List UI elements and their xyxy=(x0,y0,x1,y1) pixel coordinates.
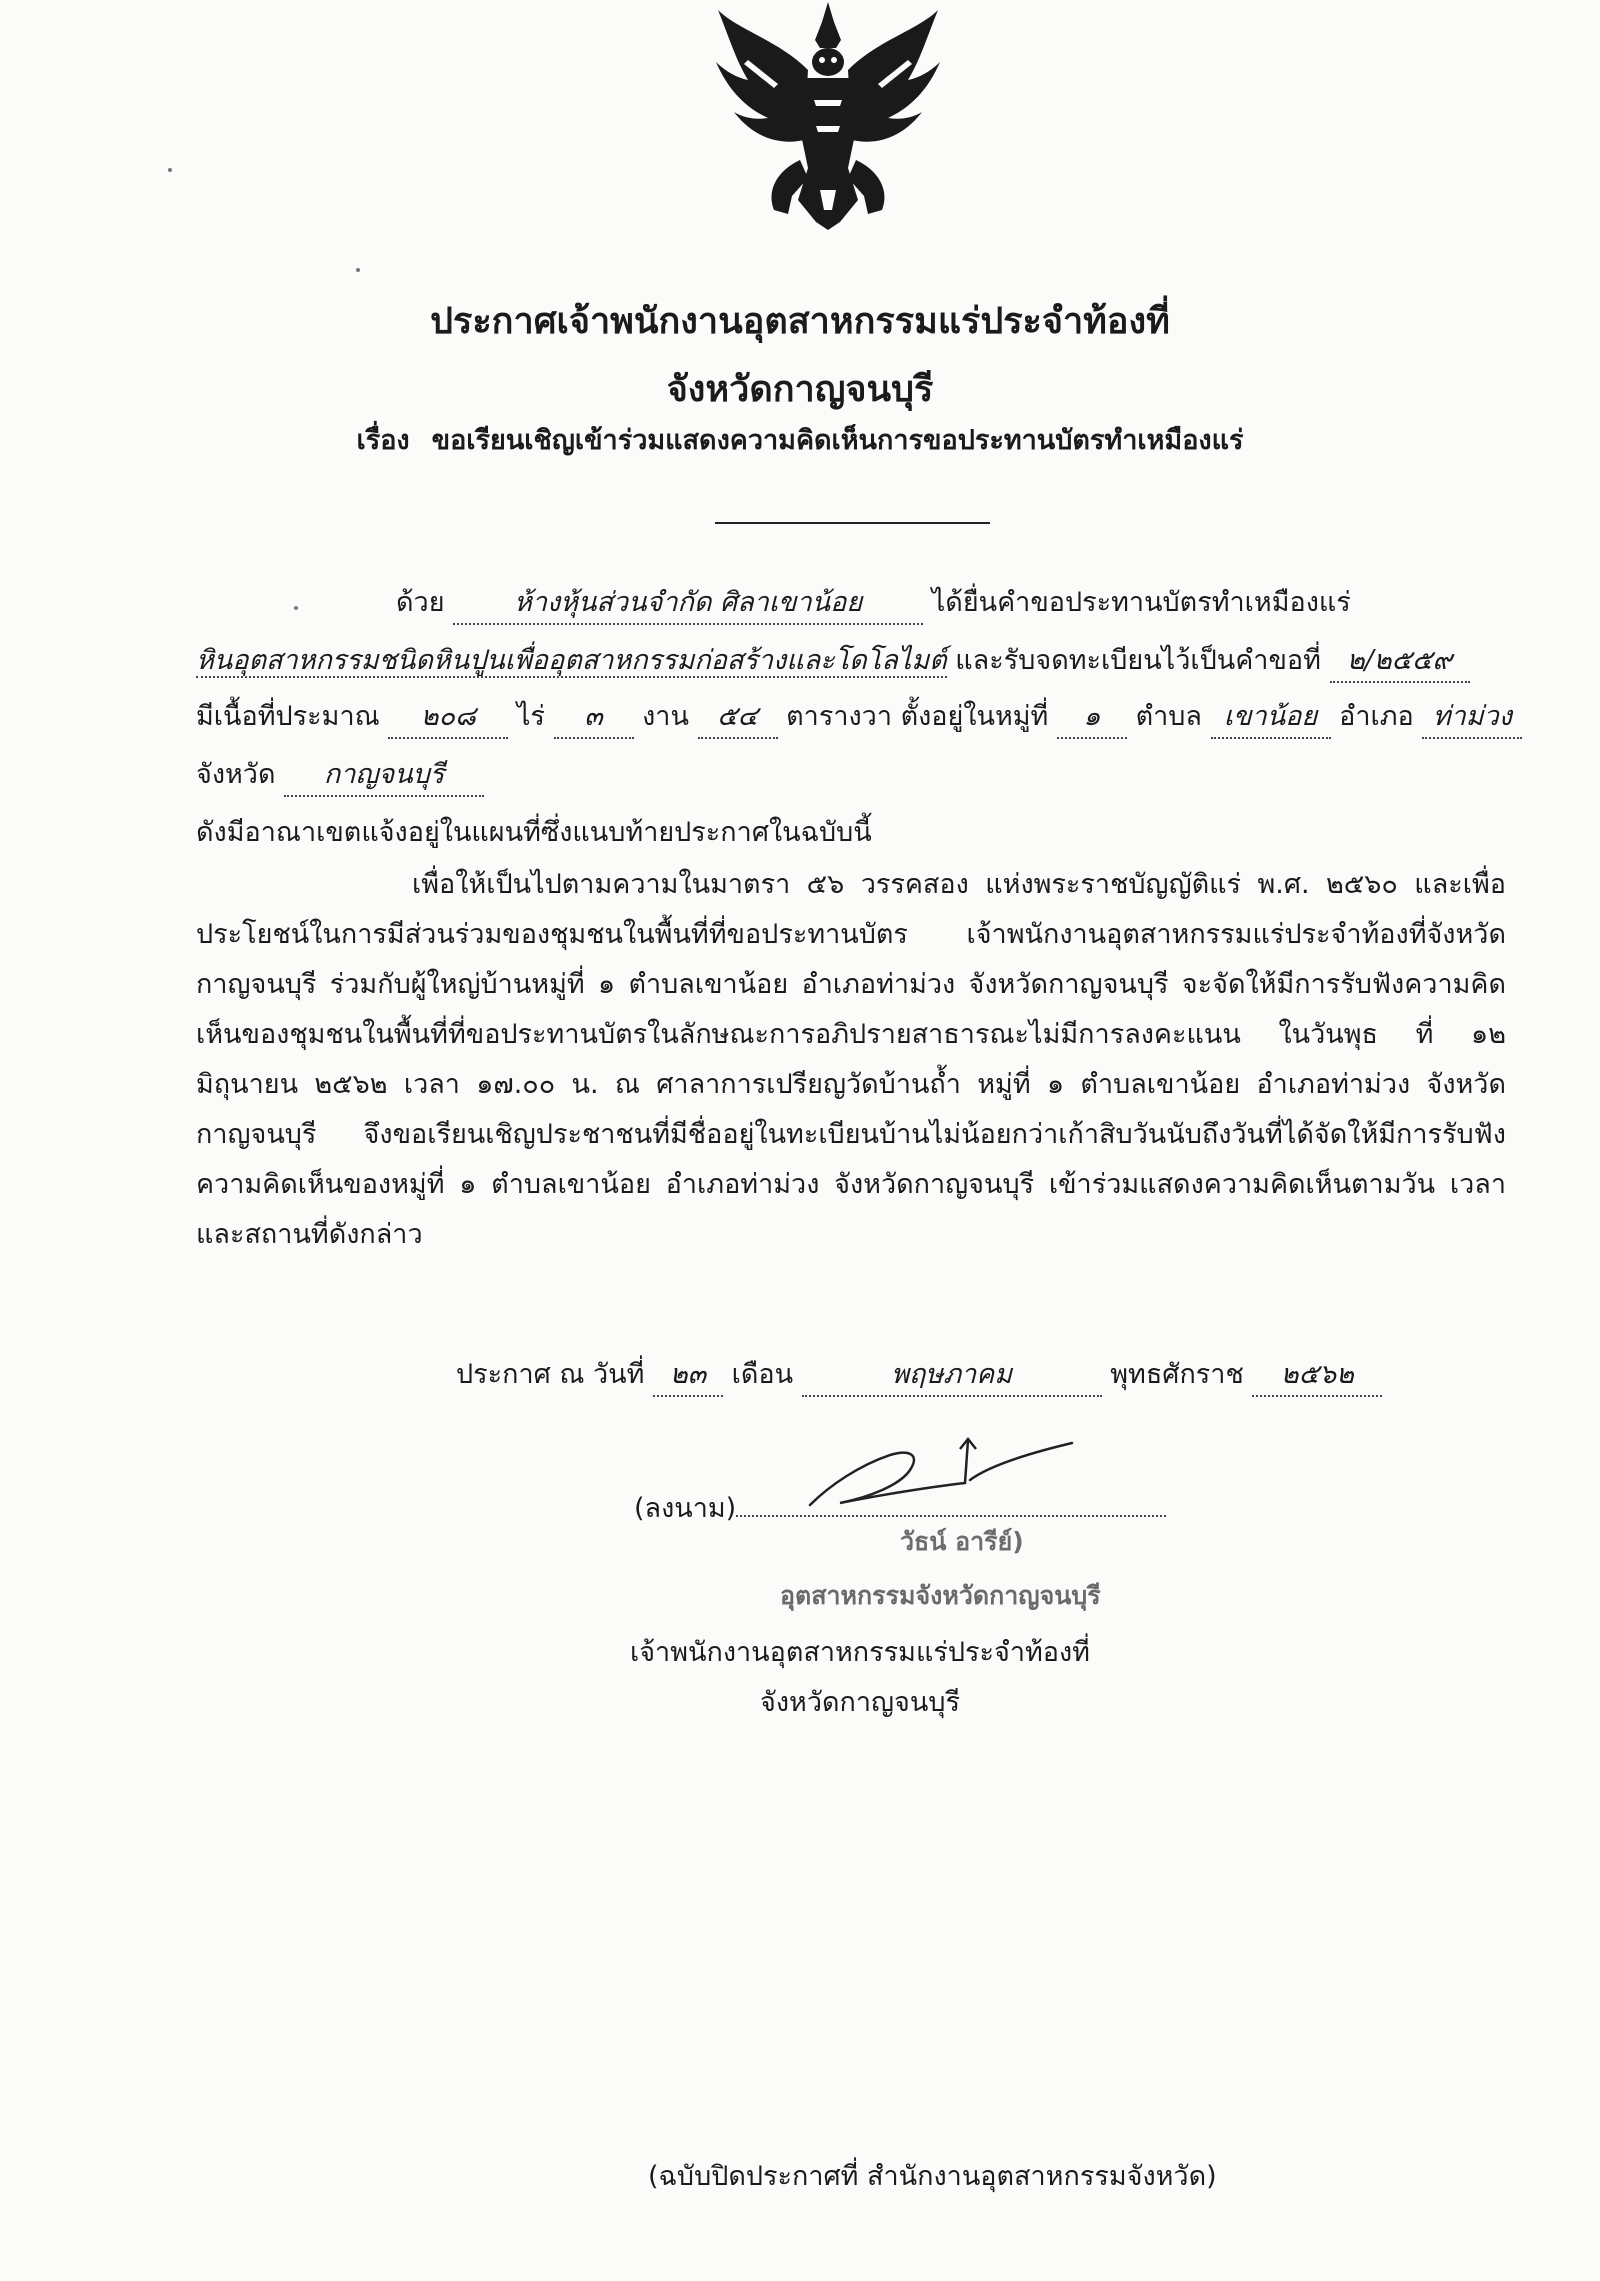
province-field: กาญจนบุรี xyxy=(284,752,484,797)
province-label: จังหวัด xyxy=(196,759,276,790)
rai-label: ไร่ xyxy=(516,701,545,732)
scan-speck xyxy=(356,268,360,272)
ngan-label: งาน xyxy=(642,701,689,732)
body-text: เพื่อให้เป็นไปตามความในมาตรา ๕๖ วรรคสอง แห่งพระราชบัญญัติแร่ พ.ศ. ๒๕๖๐ และเพื่อประโยชน์ในการมีส่วนร่วมของชุมชนในพื้นที่ที่ขอประทานบัตร เจ้าพนักงานอุตสาหกรรมแร่ประจำท้องที่จังหวัดกาญจนบุรี ร่วมกับผู้ใหญ่บ้านหมู่ที่ ๑ ตำบลเขาน้อย อำเภอท่าม่วง จังหวัดกาญจนบุรี จะจัดให้มีการรับฟังความคิดเห็นของชุมชนในพื้นที่ที่ขอประทานบัตรในลักษณะการอภิปรายสาธารณะไม่มีการลงคะแนน ในวันพุธ ที่ ๑๒ มิถุนายน ๒๕๖๒ เวลา ๑๗.๐๐ น. ณ ศาลาการเปรียญวัดบ้านถ้ำ หมู่ที่ ๑ ตำบลเขาน้อย อำเภอท่าม่วง จังหวัดกาญจนบุรี จึงขอเรียนเชิญประชาชนที่มีชื่ออยู่ในทะเบียนบ้านไม่น้อยกว่าเก้าสิบวันนับถึงวันที่ได้จัดให้มีการรับฟังความคิดเห็นของหมู่ที่ ๑ ตำบลเขาน้อย อำเภอท่าม่วง จังหวัดกาญจนบุรี เข้าร่วมแสดงความคิดเห็นตามวัน เวลา และสถานที่ดังกล่าว xyxy=(196,869,1506,1250)
subject-text: ขอเรียนเชิญเข้าร่วมแสดงความคิดเห็นการขอประทานบัตรทำเหมืองแร่ xyxy=(431,425,1244,456)
garuda-emblem-icon xyxy=(708,0,948,235)
title-line-2: จังหวัดกาญจนบุรี xyxy=(666,369,934,410)
footer-note: (ฉบับปิดประกาศที่ สำนักงานอุตสาหกรรมจังหวัด) xyxy=(648,2161,1217,2192)
by-label: ด้วย xyxy=(396,587,445,618)
boundary-line: ดังมีอาณาเขตแจ้งอยู่ในแผนที่ซึ่งแนบท้ายประกาศในฉบับนี้ xyxy=(196,817,872,848)
body-paragraph xyxy=(196,860,1506,1260)
area-label: มีเนื้อที่ประมาณ xyxy=(196,701,380,732)
tambon-label: ตำบล xyxy=(1135,701,1202,732)
year-label: พุทธศักราช xyxy=(1110,1359,1244,1390)
intro-line-3 xyxy=(196,694,1522,739)
filed-text: ได้ยื่นคำขอประทานบัตรทำเหมืองแร่ xyxy=(931,587,1351,618)
located-label: ตารางวา ตั้งอยู่ในหมู่ที่ xyxy=(786,701,1049,732)
position-line-2: จังหวัดกาญจนบุรี xyxy=(760,1687,960,1718)
stamp-name: วัธน์ อารีย์) xyxy=(900,1527,1024,1556)
sign-label: (ลงนาม) xyxy=(634,1493,737,1524)
intro-line-2 xyxy=(196,638,1470,683)
title-line-1: ประกาศเจ้าพนักงานอุตสาหกรรมแร่ประจำท้องที่ xyxy=(430,301,1170,342)
applicant-field: ห้างหุ้นส่วนจำกัด ศิลาเขาน้อย xyxy=(453,580,923,625)
scan-speck xyxy=(168,168,172,172)
intro-line-4 xyxy=(196,752,484,797)
announce-date-line xyxy=(456,1352,1382,1397)
handwritten-signature-icon xyxy=(790,1425,1080,1525)
moo-field: ๑ xyxy=(1057,694,1127,739)
ngan-field: ๓ xyxy=(554,694,634,739)
announce-label: ประกาศ ณ วันที่ xyxy=(456,1359,645,1390)
subject-label: เรื่อง xyxy=(356,425,410,456)
subject-line xyxy=(0,418,1600,461)
month-field: พฤษภาคม xyxy=(802,1352,1102,1397)
request-number-field: ๒/๒๕๕๙ xyxy=(1330,638,1470,683)
title-divider xyxy=(715,522,990,524)
amphoe-field: ท่าม่วง xyxy=(1422,694,1522,739)
registered-text: และรับจดทะเบียนไว้เป็นคำขอที่ xyxy=(955,645,1321,676)
rai-field: ๒๐๘ xyxy=(388,694,508,739)
scan-speck xyxy=(294,606,298,610)
day-field: ๒๓ xyxy=(653,1352,723,1397)
intro-line-1 xyxy=(396,580,1351,625)
position-line-1: เจ้าพนักงานอุตสาหกรรมแร่ประจำท้องที่ xyxy=(630,1637,1090,1668)
amphoe-label: อำเภอ xyxy=(1339,701,1414,732)
mineral-field: หินอุตสาหกรรมชนิดหินปูนเพื่ออุตสาหกรรมก่อสร้างและโดโลไมต์ xyxy=(196,645,947,676)
tambon-field: เขาน้อย xyxy=(1211,694,1331,739)
sqwa-field: ๕๔ xyxy=(698,694,778,739)
stamp-organization: อุตสาหกรรมจังหวัดกาญจนบุรี xyxy=(780,1581,1101,1610)
year-field: ๒๕๖๒ xyxy=(1252,1352,1382,1397)
month-label: เดือน xyxy=(731,1359,794,1390)
